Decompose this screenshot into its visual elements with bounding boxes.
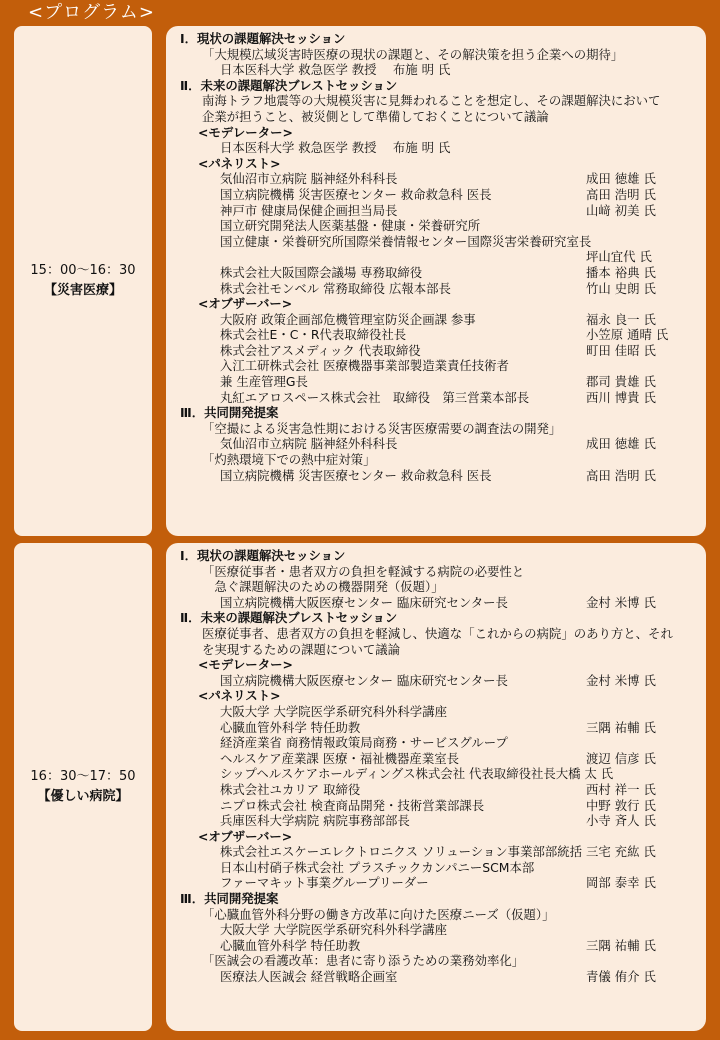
row-label: ニプロ株式会社 検査商品開発・技術営業部課長 [220, 797, 485, 813]
session-2-row [180, 610, 706, 626]
session-2-row [180, 626, 706, 642]
speaker-name: 高田 浩明 氏 [586, 186, 656, 202]
speaker-name: 小笠原 通晴 氏 [586, 327, 669, 343]
session-2-row [180, 907, 706, 923]
row-label: <モデレーター> [198, 657, 293, 673]
session-2-row [180, 938, 706, 954]
speaker-name: 岡部 泰幸 氏 [586, 875, 656, 891]
session-2-row [180, 548, 706, 564]
row-label: 国立病院機構 災害医療センター 救命救急科 医長 [220, 186, 492, 202]
session-1-row [180, 140, 706, 156]
session-1-row [180, 281, 706, 297]
row-label: Ⅰ．現状の課題解決セッション [180, 31, 346, 46]
row-label: 大阪大学 大学院医学系研究科外科学講座 [220, 703, 447, 719]
speaker-name: 三隅 祐輔 氏 [586, 937, 656, 953]
session-2-row [180, 922, 706, 938]
session-2-row [180, 891, 706, 907]
row-label: 兼 生産管理G長 [220, 374, 308, 390]
speaker-name: 西村 祥一 氏 [586, 781, 656, 797]
session-1-row [180, 93, 706, 109]
session-2-row [180, 953, 706, 969]
session-2-time: 16：30～17：50 [30, 769, 136, 784]
session-2-row [180, 860, 706, 876]
session-2-row [180, 875, 706, 891]
row-label: 「医誠会の看護改革：患者に寄り添うための業務効率化」 [202, 953, 525, 969]
speaker-name: 中野 敦行 氏 [586, 797, 656, 813]
session-2-row [180, 735, 706, 751]
row-label: シップヘルスケアホールディングス株式会社 代表取締役社長大橋 太 氏 [220, 766, 614, 782]
session-1-row [180, 452, 706, 468]
row-label: を実現するための課題について議論 [202, 641, 401, 657]
row-label: 企業が担うこと、被災側として準備しておくことについて議論 [202, 108, 549, 124]
speaker-name: 西川 博貴 氏 [586, 389, 656, 405]
row-label: 国立健康・栄養研究所国際栄養情報センター国際災害栄養研究室長 [220, 233, 592, 249]
row-label: 国立病院機構大阪医療センター 臨床研究センター長 [220, 594, 508, 610]
session-1-row [180, 109, 706, 125]
row-label: <オブザーバー> [198, 296, 293, 312]
session-1-row [180, 312, 706, 328]
session-1-content [166, 26, 706, 536]
session-1-row [180, 249, 706, 265]
session-1-row [180, 468, 706, 484]
session-2-row [180, 704, 706, 720]
speaker-name: 青儀 侑介 氏 [586, 969, 656, 985]
session-1-row [180, 421, 706, 437]
session-1-row [180, 436, 706, 452]
session-1-row [180, 203, 706, 219]
session-2-row [180, 657, 706, 673]
row-label: 日本医科大学 救急医学 教授 布施 明 氏 [220, 140, 451, 156]
session-1-row [180, 156, 706, 172]
session-2-row [180, 766, 706, 782]
session-2-row [180, 751, 706, 767]
session-2-row [180, 720, 706, 736]
session-2-row [180, 798, 706, 814]
session-1-row [180, 390, 706, 406]
row-label: 国立研究開発法人医薬基盤・健康・栄養研究所 [220, 218, 481, 234]
session-1-time: 15：00～16：30 [30, 263, 136, 278]
session-2-row [180, 673, 706, 689]
speaker-name: 小寺 斉人 氏 [586, 813, 656, 829]
row-label: <モデレーター> [198, 124, 293, 140]
session-1-row [180, 62, 706, 78]
session-2-content [166, 543, 706, 1031]
session-1-row [180, 125, 706, 141]
session-1-row [180, 31, 706, 47]
row-label: Ⅲ．共同開発提案 [180, 405, 279, 421]
session-2-row [180, 844, 706, 860]
session-2-category: 【優しい病院】 [37, 789, 129, 804]
row-label: 「灼熱環境下での熱中症対策」 [202, 452, 376, 468]
program-header: <プログラム> [28, 2, 155, 23]
row-label: Ⅱ．未来の課題解決ブレストセッション [180, 610, 398, 626]
row-label: 国立病院機構 災害医療センター 救命救急科 医長 [220, 467, 492, 483]
row-label: 入江工研株式会社 医療機器事業部製造業責任技術者 [220, 358, 509, 374]
speaker-name: 三隅 祐輔 氏 [586, 719, 656, 735]
row-label: 経済産業省 商務情報政策局商務・サービスグループ [220, 735, 508, 751]
row-label: ヘルスケア産業課 医療・福祉機器産業室長 [220, 750, 459, 766]
session-1-row [180, 265, 706, 281]
session-1-row [180, 187, 706, 203]
speaker-name: 坪山宜代 氏 [586, 249, 652, 265]
row-label: 南海トラフ地震等の大規模災害に見舞われることを想定し、その課題解決において [202, 93, 661, 109]
row-label: 株式会社ユカリア 取締役 [220, 781, 361, 797]
session-1-row [180, 234, 706, 250]
session-2-row [180, 782, 706, 798]
row-label: 医療従事者、患者双方の負担を軽減し、快適な「これからの病院」のあり方と、それ [202, 625, 673, 641]
speaker-name: 竹山 史朗 氏 [586, 280, 656, 296]
row-label: 気仙沼市立病院 脳神経外科科長 [220, 436, 398, 452]
session-2-row [180, 564, 706, 580]
row-label: Ⅱ．未来の課題解決ブレストセッション [180, 77, 398, 93]
session-1-row [180, 171, 706, 187]
speaker-name: 郡司 貴雄 氏 [586, 374, 656, 390]
session-1-row [180, 358, 706, 374]
session-2-row [180, 688, 706, 704]
row-label: 「心臓血管外科分野の働き方改革に向けた医療ニーズ（仮題）」 [202, 906, 555, 922]
session-1-row [180, 296, 706, 312]
session-1-row [180, 374, 706, 390]
row-label: 「医療従事者・患者双方の負担を軽減する病院の必要性と [202, 563, 525, 579]
row-label: 株式会社モンベル 常務取締役 広報本部長 [220, 280, 451, 296]
speaker-name: 成田 徳雄 氏 [586, 171, 656, 187]
row-label: 日本山村硝子株式会社 プラスチックカンパニーSCM本部 [220, 859, 535, 875]
row-label: 日本医科大学 救急医学 教授 布施 明 氏 [220, 62, 451, 78]
row-label: 大阪大学 大学院医学系研究科外科学講座 [220, 922, 447, 938]
session-1-row [180, 47, 706, 63]
row-label: 丸紅エアロスペース株式会社 取締役 第三営業本部長 [220, 389, 530, 405]
row-label: 株式会社エスケーエレクトロニクス ソリューション事業部部統括 三宅 充紘 氏 [220, 844, 656, 860]
row-label: 心臓血管外科学 特任助教 [220, 719, 361, 735]
session-2-row [180, 829, 706, 845]
session-2-row [180, 595, 706, 611]
session-2-row [180, 813, 706, 829]
row-label: 株式会社E・C・R代表取締役社長 [220, 327, 407, 343]
speaker-name: 高田 浩明 氏 [586, 467, 656, 483]
speaker-name: 金村 米博 氏 [586, 672, 656, 688]
row-label: 兵庫医科大学病院 病院事務部部長 [220, 813, 410, 829]
session-1-row [180, 327, 706, 343]
speaker-name: 福永 良一 氏 [586, 311, 656, 327]
row-label: <パネリスト> [198, 155, 281, 171]
session-2-row [180, 642, 706, 658]
session-1-row [180, 78, 706, 94]
row-label: 医療法人医誠会 経営戦略企画室 [220, 969, 398, 985]
row-label: 株式会社大阪国際会議場 専務取締役 [220, 264, 423, 280]
row-label: ファーマキット事業グループリーダー [220, 875, 429, 891]
row-label: 株式会社アスメディック 代表取締役 [220, 342, 421, 358]
row-label: 神戸市 健康局保健企画担当局長 [220, 202, 398, 218]
speaker-name: 町田 佳昭 氏 [586, 342, 656, 358]
session-1-category: 【災害医療】 [43, 283, 122, 298]
speaker-name: 渡辺 信彦 氏 [586, 750, 656, 766]
speaker-name: 山﨑 初美 氏 [586, 202, 656, 218]
row-label: 気仙沼市立病院 脳神経外科科長 [220, 171, 398, 187]
session-1-row [180, 218, 706, 234]
session-2-time-box [14, 543, 152, 1031]
speaker-name: 金村 米博 氏 [586, 594, 656, 610]
row-label: <オブザーバー> [198, 828, 293, 844]
row-label: 「空撮による災害急性期における災害医療需要の調査法の開発」 [202, 420, 562, 436]
row-label: 大阪府 政策企画部危機管理室防災企画課 参事 [220, 311, 476, 327]
session-1-row [180, 343, 706, 359]
row-label: <パネリスト> [198, 688, 281, 704]
session-1-row [180, 405, 706, 421]
session-2-row [180, 969, 706, 985]
row-label: 「大規模広域災害時医療の現状の課題と、その解決策を担う企業への期待」 [202, 46, 624, 62]
row-label: 心臓血管外科学 特任助教 [220, 937, 361, 953]
speaker-name: 播本 裕典 氏 [586, 264, 656, 280]
session-2-row [180, 579, 706, 595]
row-label: Ⅲ．共同開発提案 [180, 891, 279, 907]
row-label: 国立病院機構大阪医療センター 臨床研究センター長 [220, 672, 508, 688]
row-label: 急ぐ課題解決のための機器開発（仮題）」 [202, 579, 444, 595]
session-1-time-box [14, 26, 152, 536]
row-label: Ⅰ．現状の課題解決セッション [180, 548, 346, 563]
speaker-name: 成田 徳雄 氏 [586, 436, 656, 452]
